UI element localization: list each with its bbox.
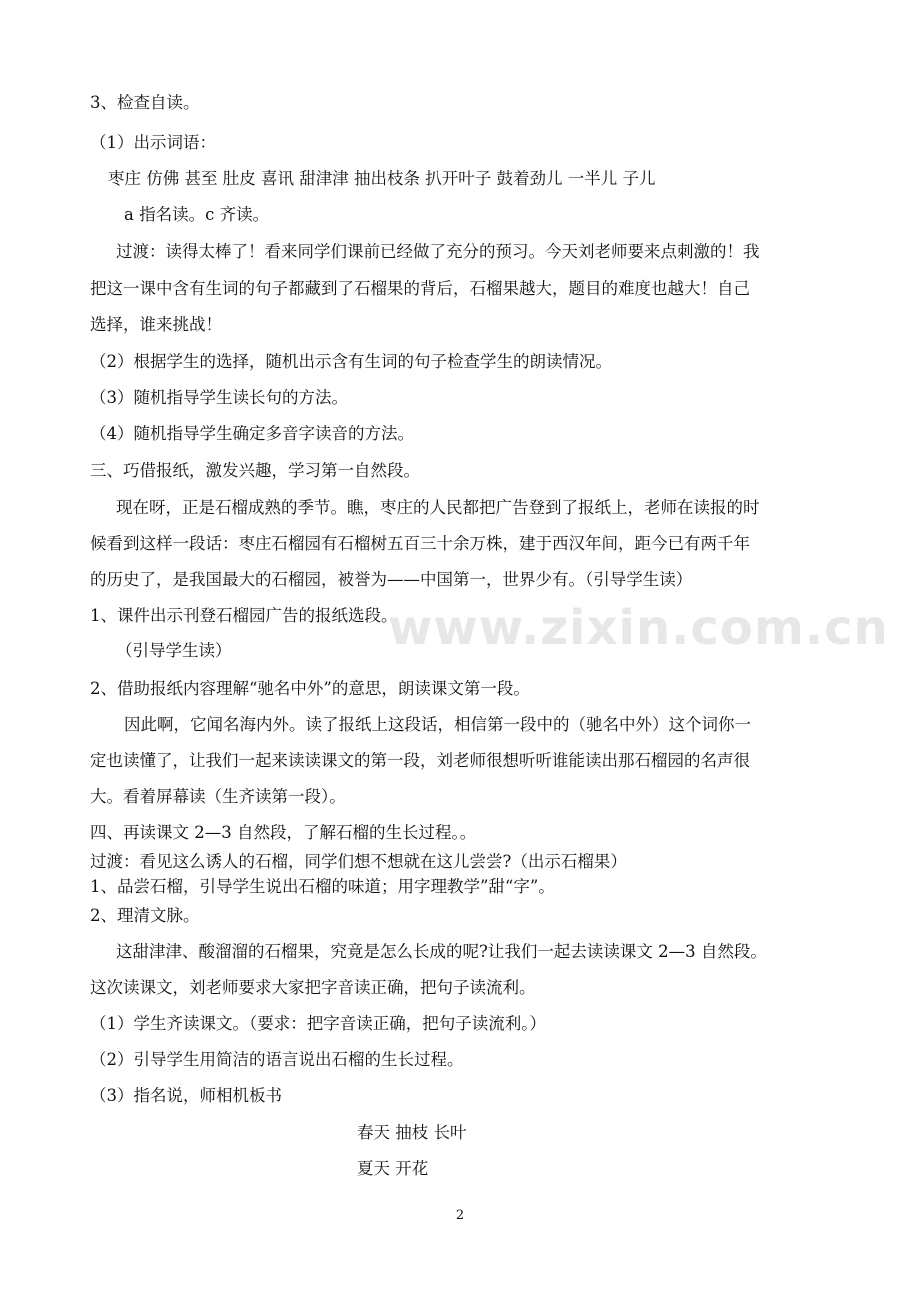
- section-heading: 四、再读课文 2—3 自然段，了解石榴的生长过程。。: [90, 823, 477, 842]
- text-line: 大。看着屏幕读（生齐读第一段）。: [90, 787, 346, 806]
- section-heading: 三、巧借报纸，激发兴趣，学习第一自然段。: [90, 461, 420, 480]
- text-line: 3、检查自读。: [90, 93, 200, 112]
- text-line: 选择，谁来挑战！: [90, 315, 222, 334]
- text-line: 过渡：读得太棒了！看来同学们课前已经做了充分的预习。今天刘老师要来点刺激的！我: [116, 242, 760, 261]
- text-line: 的历史了，是我国最大的石榴园，被誉为——中国第一，世界少有。（引导学生读）: [90, 570, 693, 589]
- text-line: 把这一课中含有生词的句子都藏到了石榴果的背后，石榴果越大，题目的难度也越大！自己: [90, 279, 750, 298]
- blackboard-line: 夏天 开花: [357, 1159, 429, 1178]
- text-line: （4）随机指导学生确定多音字读音的方法。: [90, 424, 414, 443]
- text-line: 1、品尝石榴，引导学生说出石榴的味道；用字理教学”甜“字”。: [90, 877, 555, 896]
- text-line: （2）引导学生用简洁的语言说出石榴的生长过程。: [90, 1050, 464, 1069]
- blackboard-line: 春天 抽枝 长叶: [357, 1123, 467, 1142]
- watermark: www.zixin.com.cn: [388, 600, 889, 656]
- page-number: 2: [455, 1208, 465, 1223]
- text-line: （2）根据学生的选择，随机出示含有生词的句子检查学生的朗读情况。: [90, 352, 612, 371]
- text-line: a 指名读。c 齐读。: [124, 205, 270, 224]
- text-line: 这甜津津、酸溜溜的石榴果，究竟是怎么长成的呢?让我们一起去读读课文 2—3 自然段。: [116, 942, 767, 961]
- vocabulary-line: 枣庄 仿佛 甚至 肚皮 喜讯 甜津津 抽出枝条 扒开叶子 鼓着劲儿 一半儿 子儿: [108, 169, 656, 188]
- text-line: （1）学生齐读课文。（要求：把字音读正确，把句子读流利。）: [90, 1014, 546, 1033]
- text-line: （3）随机指导学生读长句的方法。: [90, 388, 348, 407]
- text-line: 2、理清文脉。: [90, 906, 200, 925]
- text-line: 这次读课文，刘老师要求大家把字音读正确，把句子读流利。: [90, 978, 536, 997]
- text-line: （引导学生读）: [116, 641, 232, 660]
- text-line: 因此啊，它闻名海内外。读了报纸上这段话，相信第一段中的（驰名中外）这个词你一: [124, 715, 751, 734]
- text-line: 定也读懂了，让我们一起来读读课文的第一段，刘老师很想听听谁能读出那石榴园的名声很: [90, 751, 750, 770]
- text-line: 现在呀，正是石榴成熟的季节。瞧，枣庄的人民都把广告登到了报纸上，老师在读报的时: [116, 498, 760, 517]
- text-line: （3）指名说，师相机板书: [90, 1086, 282, 1105]
- text-line: 1、课件出示刊登石榴园广告的报纸选段。: [90, 606, 398, 625]
- text-line: 候看到这样一段话：枣庄石榴园有石榴树五百三十余万株，建于西汉年间，距今已有两千年: [90, 534, 750, 553]
- text-line: 2、借助报纸内容理解“驰名中外”的意思，朗读课文第一段。: [90, 679, 530, 698]
- text-line: 过渡：看见这么诱人的石榴，同学们想不想就在这儿尝尝?（出示石榴果）: [90, 852, 627, 871]
- text-line: （1）出示词语：: [90, 133, 216, 152]
